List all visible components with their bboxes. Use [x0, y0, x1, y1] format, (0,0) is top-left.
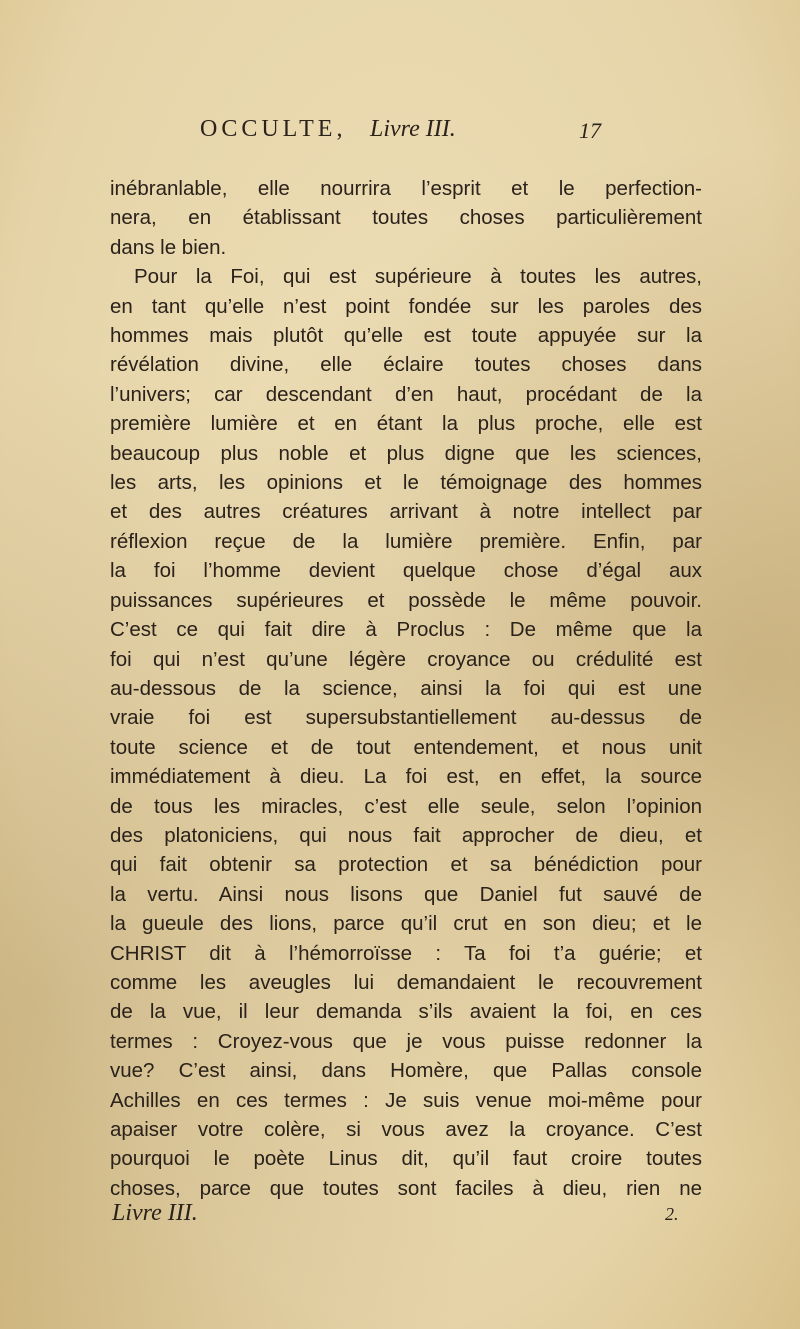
text-line: la gueule des lions, parce qu’il crut en son dieu; et le	[110, 912, 702, 936]
header-title: OCCULTE,	[200, 116, 347, 142]
text-line: puissances supérieures et possède le même pouvoir.	[110, 588, 702, 612]
text-line: et des autres créatures arrivant à notre intellect par	[110, 500, 702, 524]
text-line: comme les aveugles lui demandaient le recouvrement	[110, 970, 702, 994]
text-line: la vertu. Ainsi nous lisons que Daniel fut sauvé de	[110, 882, 702, 906]
text-line: inébranlable, elle nourrira l’esprit et le perfection-	[110, 177, 702, 200]
text-line: foi qui n’est qu’une légère croyance ou crédulité est	[110, 647, 702, 671]
page-footer	[0, 1200, 800, 1240]
text-line: immédiatement à dieu. La foi est, en effet, la source	[110, 765, 702, 789]
footer-book-reference: Livre III.	[112, 1200, 198, 1226]
text-line: toute science et de tout entendement, et nous unit	[110, 735, 702, 759]
text-line: choses, parce que toutes sont faciles à dieu, rien ne	[110, 1176, 702, 1200]
text-line: de tous les miracles, c’est elle seule, selon l’opinion	[110, 794, 702, 818]
page-number: 17	[579, 118, 601, 143]
header-book-reference: Livre III.	[370, 116, 456, 142]
text-line: dans le bien.	[110, 235, 227, 259]
text-line: réflexion reçue de la lumière première. Enfin, par	[110, 529, 702, 553]
text-line: en tant qu’elle n’est point fondée sur les paroles des	[110, 294, 702, 318]
text-line: hommes mais plutôt qu’elle est toute appuyée sur la	[110, 324, 702, 348]
text-line: C’est ce qui fait dire à Proclus : De même que la	[110, 618, 702, 642]
text-line: termes : Croyez-vous que je vous puisse redonner la	[110, 1029, 702, 1053]
paragraph-start-line: Pour la Foi, qui est supérieure à toutes les autres,	[134, 265, 702, 289]
text-line: les arts, les opinions et le témoignage des hommes	[110, 471, 702, 495]
body-text	[110, 174, 702, 1203]
text-line: révélation divine, elle éclaire toutes choses dans	[110, 353, 702, 377]
text-line: apaiser votre colère, si vous avez la croyance. C’est	[110, 1118, 702, 1141]
text-line: vue? C’est ainsi, dans Homère, que Pallas console	[110, 1059, 702, 1083]
text-line: des platoniciens, qui nous fait approcher de dieu, et	[110, 823, 702, 847]
text-line: l’univers; car descendant d’en haut, procédant de la	[110, 382, 702, 406]
text-line: de la vue, il leur demanda s’ils avaient la foi, en ces	[110, 1000, 702, 1024]
text-line: au-dessous de la science, ainsi la foi qui est une	[110, 676, 702, 700]
text-line: vraie foi est supersubstantiellement au-dessus de	[110, 706, 702, 730]
text-line: Achilles en ces termes : Je suis venue moi-même pour	[110, 1088, 702, 1112]
text-line: première lumière et en étant la plus proche, elle est	[110, 412, 702, 436]
text-line: CHRIST dit à l’hémorroïsse : Ta foi t’a guérie; et	[110, 941, 702, 965]
text-line: qui fait obtenir sa protection et sa bénédiction pour	[110, 853, 702, 877]
signature-mark: 2.	[665, 1204, 679, 1224]
text-line: la foi l’homme devient quelque chose d’égal aux	[110, 559, 702, 583]
running-header	[0, 116, 800, 156]
text-line: nera, en établissant toutes choses particulièrement	[110, 206, 702, 230]
text-line: beaucoup plus noble et plus digne que les sciences,	[110, 441, 702, 465]
text-line: pourquoi le poète Linus dit, qu’il faut croire toutes	[110, 1147, 702, 1171]
